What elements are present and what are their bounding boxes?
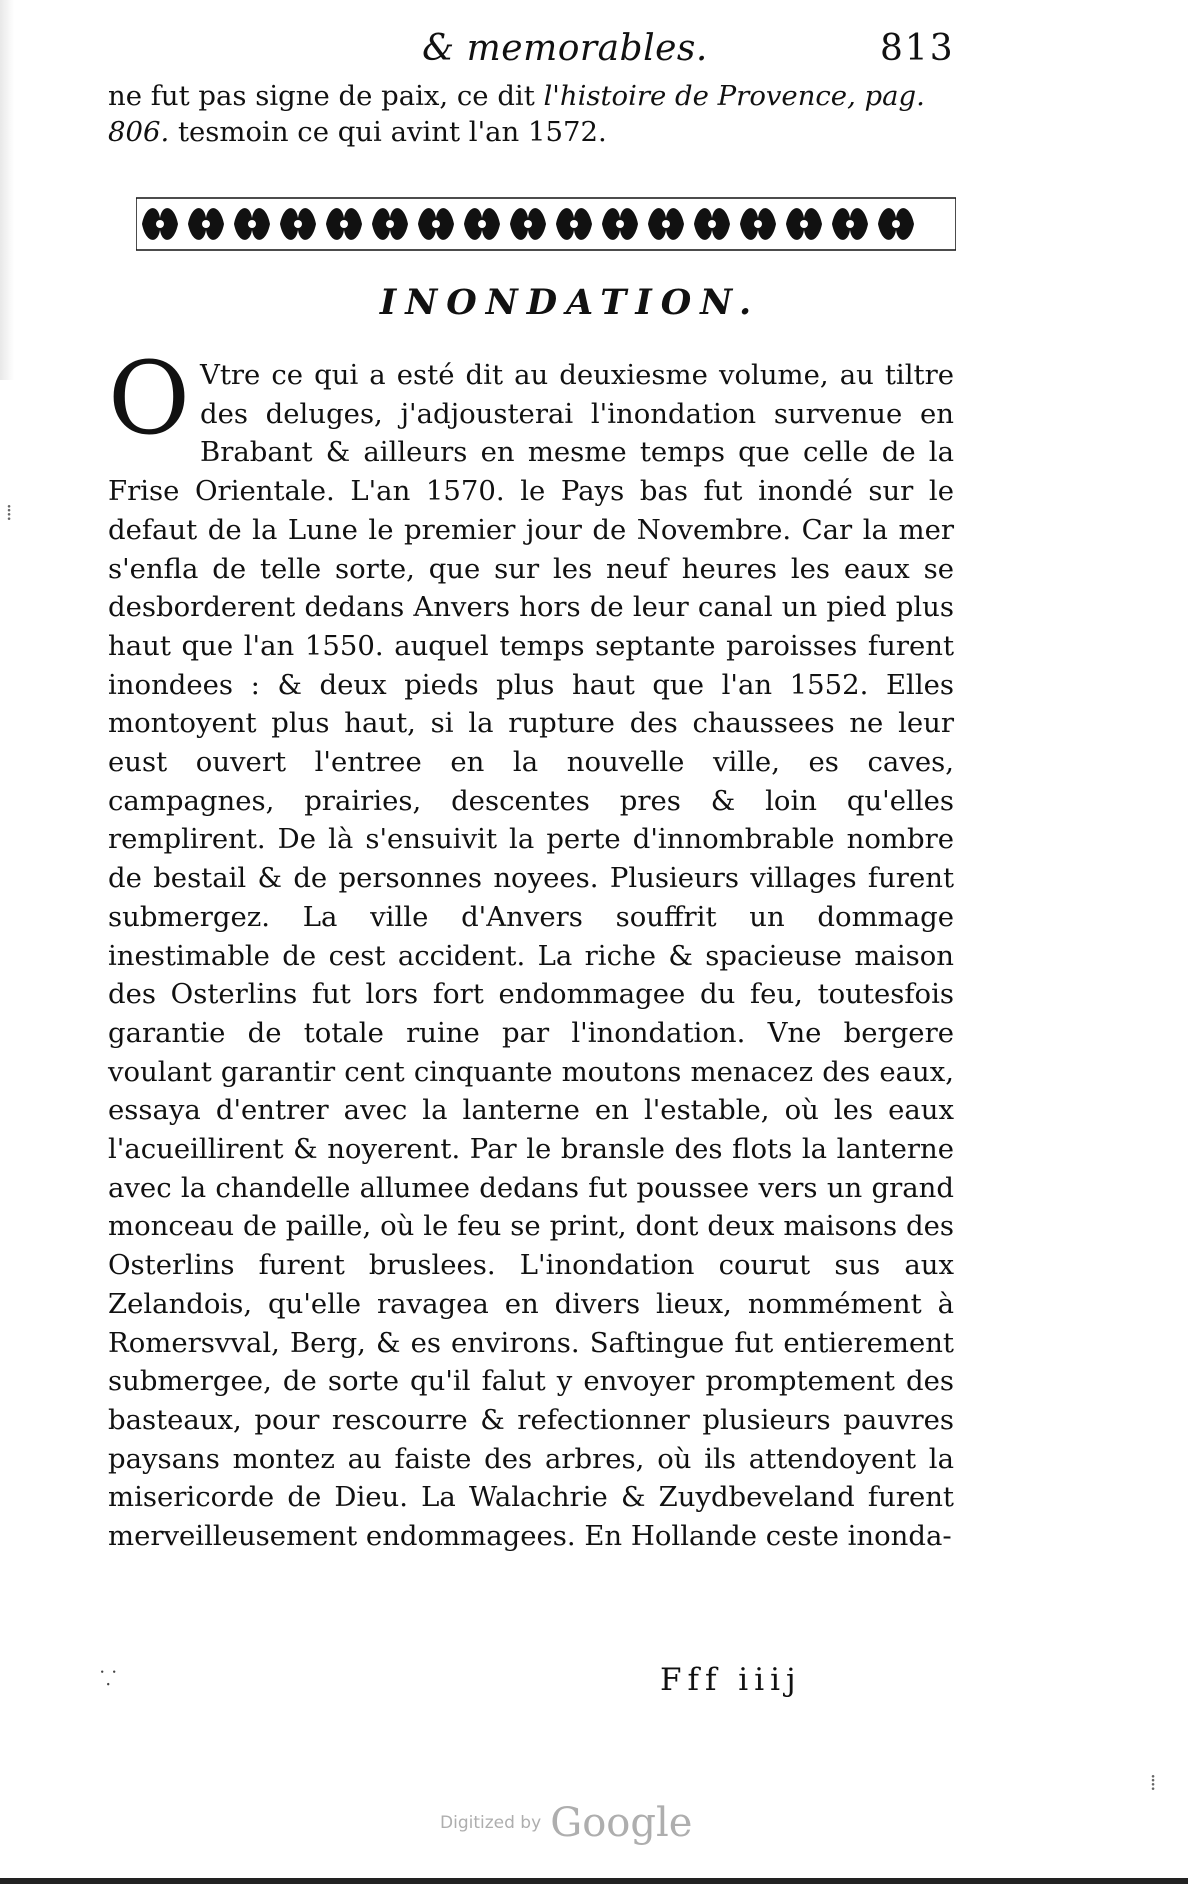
ink-speck: ⁞ [6, 501, 13, 526]
body-paragraph [108, 340, 954, 1556]
ornament-dot [662, 220, 670, 228]
ornament-dot [156, 220, 164, 228]
printer-mark: ⸪ [100, 1666, 117, 1690]
page-edge-shadow [0, 0, 14, 380]
ornament-dot [524, 220, 532, 228]
ornamental-headband [136, 196, 956, 252]
ornament-dot [248, 220, 256, 228]
ornament-dot [386, 220, 394, 228]
google-logo: Google [550, 1800, 693, 1846]
ornament-dot [202, 220, 210, 228]
continuation-page-ref: 806. [108, 116, 170, 148]
section-heading: INONDATION. [379, 282, 761, 323]
continuation-paragraph [108, 78, 954, 150]
continuation-citation: l'histoire de Provence, pag. [543, 80, 925, 112]
signature-mark: Fff iiij [660, 1662, 802, 1698]
drop-cap: O [108, 340, 190, 457]
ink-speck: ⁞ [1150, 1771, 1157, 1796]
ornament-dot [478, 220, 486, 228]
ornament-dot [616, 220, 624, 228]
watermark-prefix: Digitized by [440, 1813, 542, 1833]
ornament-dot [294, 220, 302, 228]
ornament-dot [340, 220, 348, 228]
running-head: & memorables. [422, 28, 708, 69]
ornament-dot [754, 220, 762, 228]
ornament-dot [570, 220, 578, 228]
continuation-line1-text: ne fut pas signe de paix, ce dit [108, 80, 544, 112]
ornament-dot [708, 220, 716, 228]
ornament-dot [800, 220, 808, 228]
ornament-dot [892, 220, 900, 228]
digitization-watermark [440, 1800, 760, 1860]
page-number: 813 [880, 28, 955, 69]
bottom-scan-edge [0, 1878, 1188, 1884]
ornament-dot [432, 220, 440, 228]
ornament-dot [846, 220, 854, 228]
continuation-line2-text: tesmoin ce qui avint l'an 1572. [169, 116, 607, 148]
body-text: Vtre ce qui a esté dit au deuxiesme volume, au tiltre des deluges, j'adjousterai l'inondation survenue en Brabant & ailleurs en mesme temps que celle de la Frise Orientale. L'an 1570. le Pays bas fut inondé sur le defaut de la Lune le premier jour de Novembre. Car la mer s'enfla de telle sorte, que sur les neuf heures les eaux se desborderent dedans Anvers hors de leur canal un pied plus haut que l'an 1550. auquel temps septante paroisses furent inondees : & deux pieds plus haut que l'an 1552. Elles montoyent plus haut, si la rupture des chaussees ne leur eust ouvert l'entree en la nouvelle ville, es caves, campagnes, prairies, descentes pres & loin qu'elles remplirent. De là s'ensuivit la perte d'innombrable nombre de bestail & de personnes noyees. Plusieurs villages furent submergez. La ville d'Anvers souffrit un dommage inestimable de cest accident. La riche & spacieuse maison des Osterlins fut lors fort endommagee du feu, toutesfois garantie de totale ruine par l'inondation. Vne bergere voulant garantir cent cinquante moutons menacez des eaux, essaya d'entrer avec la lanterne en l'estable, où les eaux l'acueillirent & noyerent. Par le bransle des flots la lanterne avec la chandelle allumee dedans fut poussee vers un grand monceau de paille, où le feu se print, dont deux maisons des Osterlins furent bruslees. L'inondation courut sus aux Zelandois, qu'elle ravagea en divers lieux, nommément à Romersvval, Berg, & es environs. Saftingue fut entierement submergee, de sorte qu'il falut y envoyer promptement des basteaux, pour rescourre & refectionner plusieurs pauvres paysans montez au faiste des arbres, où ils attendoyent la misericorde de Dieu. La Walachrie & Zuydbeveland furent merveilleusement endommagees. En Hollande ceste inonda- [108, 359, 954, 1553]
